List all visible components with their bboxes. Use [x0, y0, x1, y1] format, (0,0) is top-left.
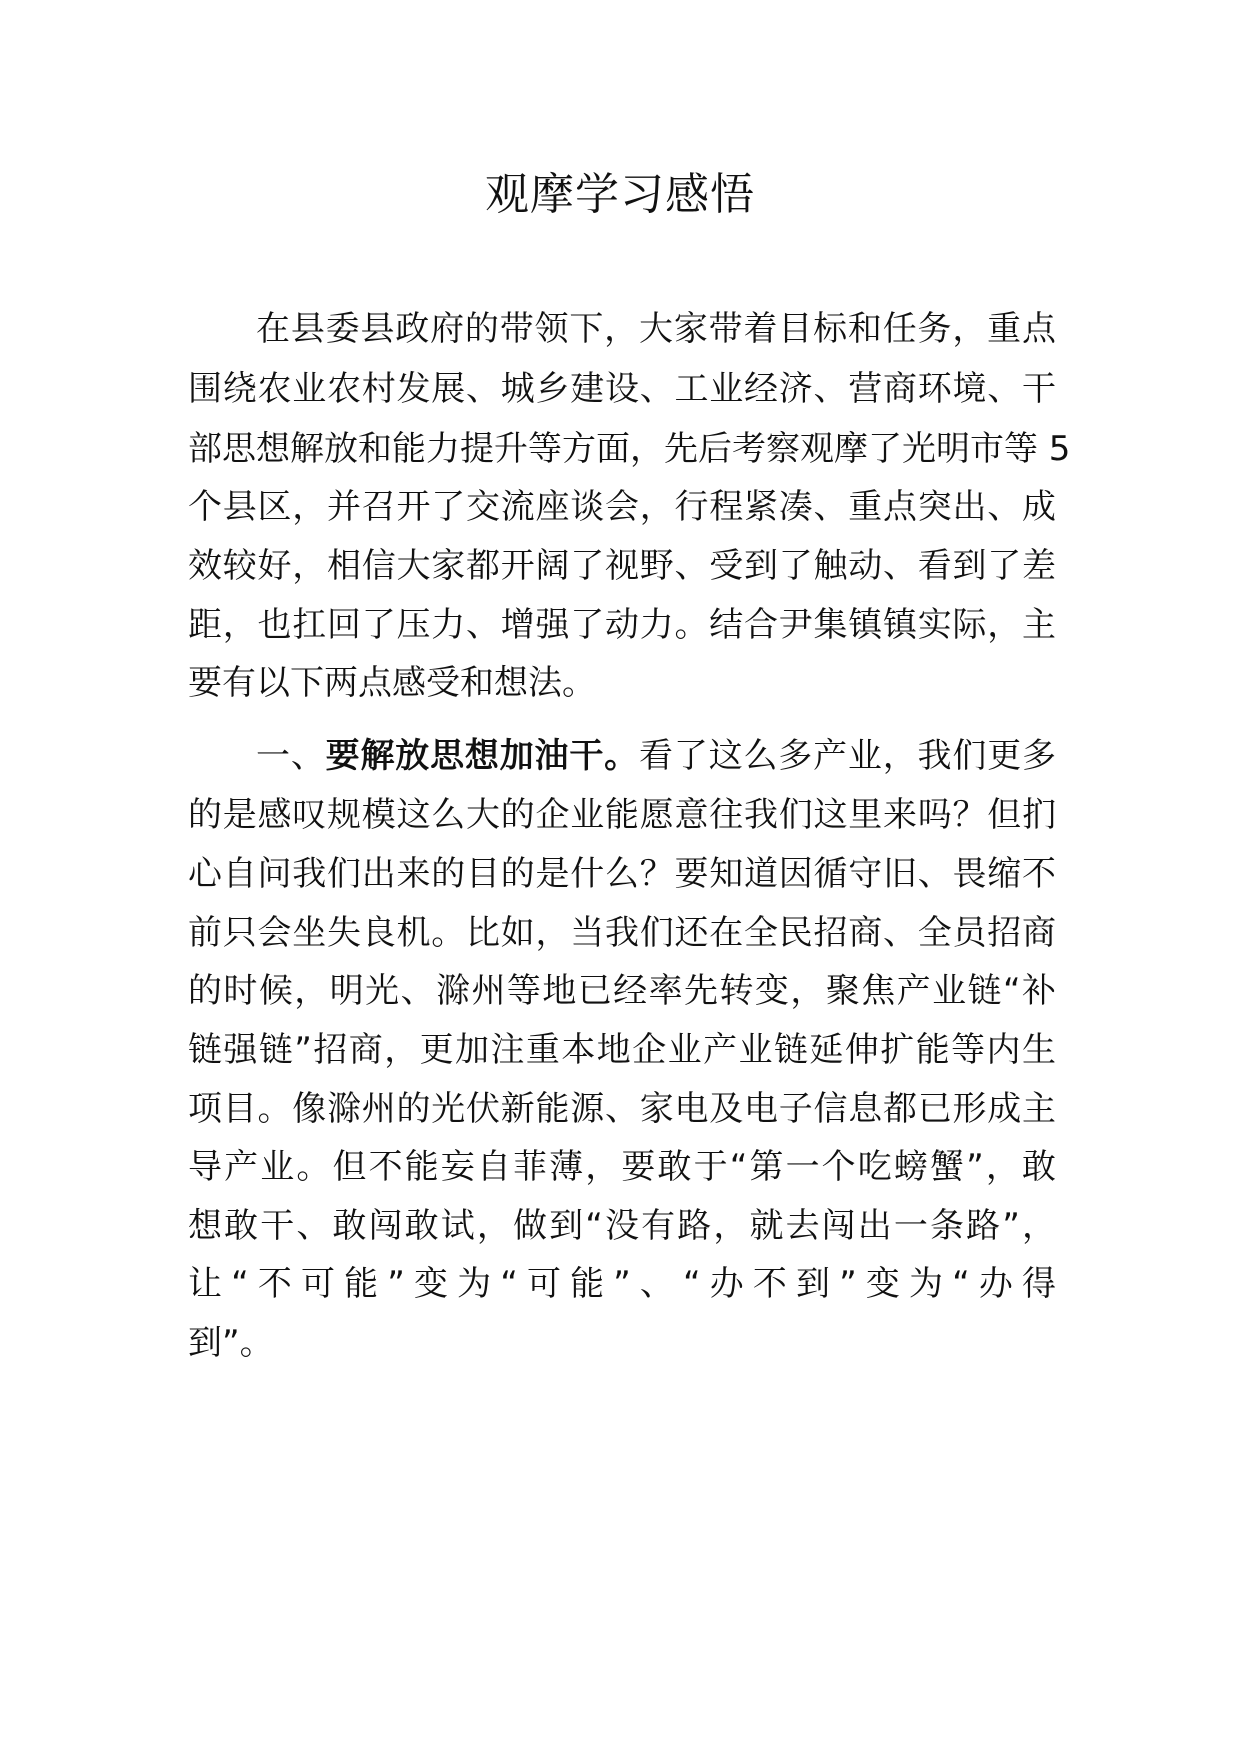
section-heading: 要解放思想加油干。 [325, 736, 640, 776]
paragraph-line: 要有以下两点感受和想法。 [188, 663, 596, 703]
paragraph-line: 链强链”招商，更加注重本地企业产业链延伸扩能等内生 [188, 1030, 1056, 1070]
paragraph-line: 前只会坐失良机。比如，当我们还在全民招商、全员招商 [188, 913, 1056, 953]
paragraph-line: 的是感叹规模这么大的企业能愿意往我们这里来吗？但扪 [188, 795, 1056, 835]
paragraph-line: 距，也扛回了压力、增强了动力。结合尹集镇镇实际，主 [188, 605, 1056, 645]
paragraph-line: 在县委县政府的带领下，大家带着目标和任务，重点 [256, 309, 1056, 349]
section-heading-rest: 看了这么多产业，我们更多 [639, 736, 1057, 776]
paragraph-line: 到”。 [188, 1323, 274, 1363]
paragraph-line: 围绕农业农村发展、城乡建设、工业经济、营商环境、干 [188, 369, 1056, 409]
paragraph-line: 导产业。但不能妄自菲薄，要敢于“第一个吃螃蟹”，敢 [188, 1147, 1056, 1187]
paragraph-line: 项目。像滁州的光伏新能源、家电及电子信息都已形成主 [188, 1089, 1056, 1129]
document-title: 观摩学习感悟 [485, 169, 755, 220]
paragraph-line: 部思想解放和能力提升等方面，先后考察观摩了光明市等 5 [188, 429, 1071, 469]
section-number: 一、 [256, 736, 326, 776]
section-heading-line [256, 723, 1056, 789]
paragraph-line: 效较好，相信大家都开阔了视野、受到了触动、看到了差 [188, 546, 1056, 586]
paragraph-line: 的时候，明光、滁州等地已经率先转变，聚焦产业链“补 [188, 971, 1056, 1011]
paragraph-line: 让“不可能”变为“可能”、“办不到”变为“办得 [188, 1264, 1056, 1304]
paragraph-line: 想敢干、敢闯敢试，做到“没有路，就去闯出一条路”， [188, 1206, 1056, 1246]
paragraph-line: 心自问我们出来的目的是什么？要知道因循守旧、畏缩不 [188, 854, 1056, 894]
paragraph-line: 个县区，并召开了交流座谈会，行程紧凑、重点突出、成 [188, 487, 1056, 527]
